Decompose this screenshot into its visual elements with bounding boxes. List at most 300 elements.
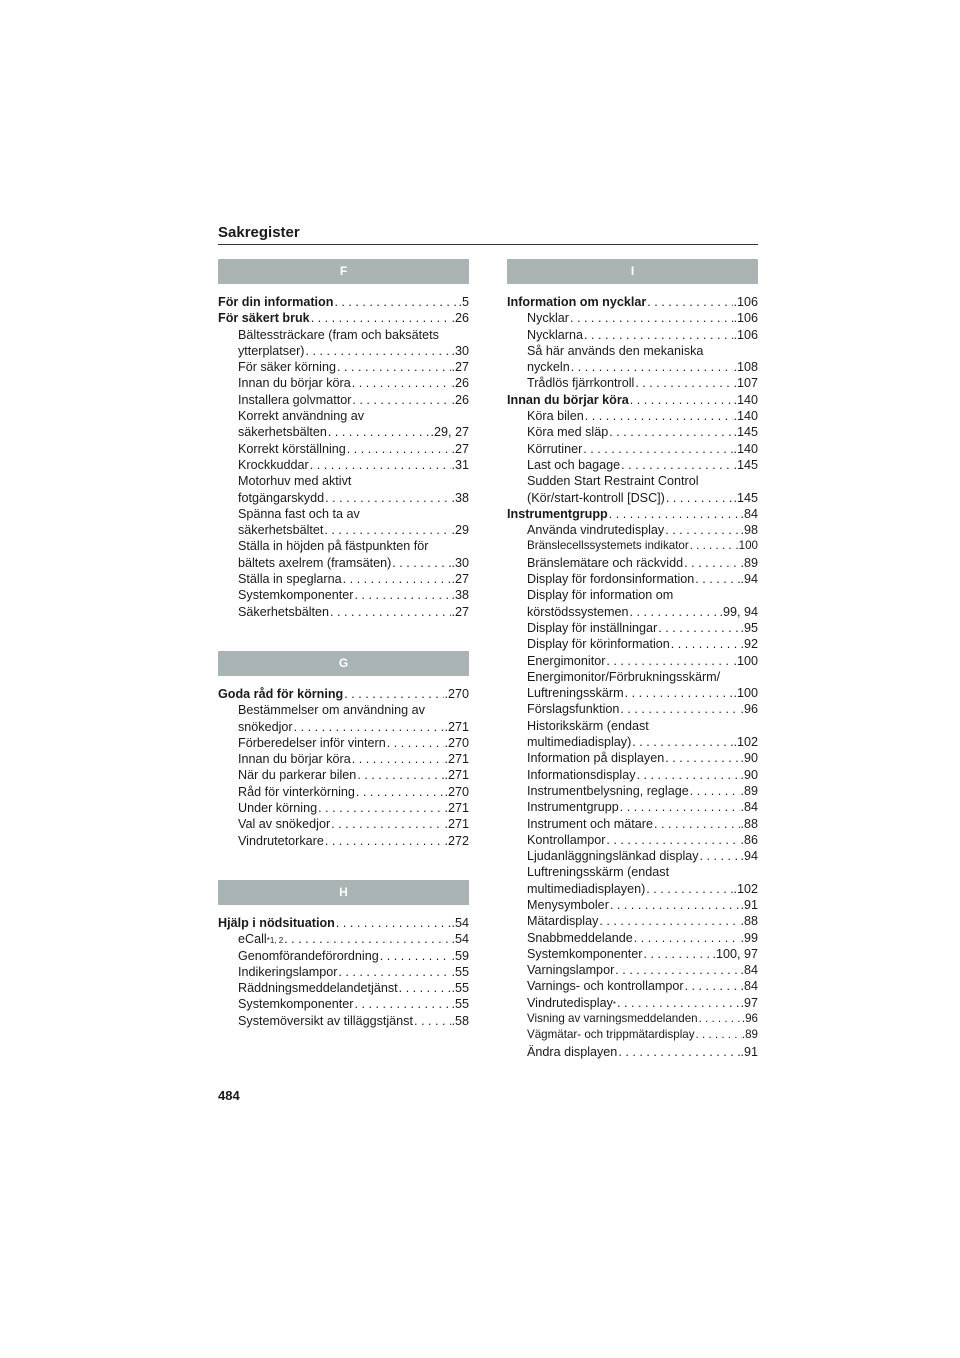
dot-leader: [608, 506, 741, 522]
page-reference: .107: [733, 376, 758, 391]
page-reference: .96: [741, 1012, 758, 1026]
index-subentry[interactable]: [507, 750, 758, 766]
index-topic[interactable]: [218, 686, 469, 702]
index-subentry[interactable]: [507, 978, 758, 994]
entry-label: Ställa in speglarna: [238, 572, 342, 587]
index-subentry[interactable]: [507, 962, 758, 978]
title-divider: [218, 244, 758, 245]
entry-label: Bränslemätare och räckvidd: [527, 555, 684, 570]
page-title: Sakregister: [218, 224, 300, 241]
page-reference: .26: [451, 392, 469, 407]
entry-label: Innan du börjar köra: [507, 392, 629, 407]
dot-leader: [413, 1013, 452, 1029]
page-reference: .94: [740, 849, 758, 864]
page-reference: .97: [740, 995, 758, 1010]
dot-leader: [351, 392, 451, 408]
entry-label: Val av snökedjor: [238, 817, 331, 832]
entry-label: Last och bagage: [527, 457, 621, 472]
entry-label: Råd för vinterkörning: [238, 784, 355, 799]
dot-leader: [689, 783, 741, 799]
index-subentry[interactable]: [218, 964, 469, 980]
entry-label: ytterplatser): [238, 343, 305, 358]
index-subentry[interactable]: [507, 848, 758, 864]
page-reference: .89: [740, 555, 758, 570]
page-reference: .54: [451, 915, 469, 930]
dot-leader: [619, 799, 741, 815]
page-reference: .145: [733, 425, 758, 440]
index-column-left: [218, 259, 469, 1029]
index-subentry[interactable]: [218, 719, 469, 735]
page-reference: .140: [733, 409, 758, 424]
page-reference: .98: [740, 523, 758, 538]
dot-leader: [351, 375, 452, 391]
dot-leader: [346, 441, 452, 457]
dot-leader: [317, 800, 444, 816]
page-reference: .5: [458, 295, 469, 309]
page-reference: .59: [451, 948, 469, 963]
index-topic[interactable]: [507, 294, 758, 310]
entry-label: Ändra displayen: [527, 1044, 618, 1059]
entry-label: Luftreningsskärm: [527, 686, 624, 701]
entry-label: Kontrollampor: [527, 832, 606, 847]
entry-label: Köra bilen: [527, 409, 584, 424]
dot-leader: [684, 978, 741, 994]
index-topic[interactable]: [507, 392, 758, 408]
page-reference: .84: [740, 979, 758, 994]
dot-leader: [620, 457, 733, 473]
page-reference: .271: [444, 801, 469, 816]
entry-label: Hjälp i nödsituation: [218, 915, 335, 930]
page-reference: .140: [733, 441, 758, 456]
index-entry-continuation: Korrekt användning av: [238, 409, 365, 424]
dot-leader: [398, 980, 452, 996]
index-subentry[interactable]: [507, 327, 758, 343]
page-reference: .270: [444, 686, 469, 701]
dot-leader: [386, 735, 445, 751]
index-subentry[interactable]: [218, 457, 469, 473]
page-reference: .270: [444, 784, 469, 799]
index-subentry[interactable]: [507, 881, 758, 897]
index-subentry[interactable]: [218, 424, 469, 440]
dot-leader: [333, 294, 458, 310]
page-reference: .27: [451, 572, 469, 587]
index-topic[interactable]: [218, 310, 469, 326]
dot-leader: [283, 931, 451, 947]
dot-leader: [619, 701, 740, 717]
dot-leader: [354, 996, 452, 1012]
page-reference: .89: [740, 783, 758, 798]
dot-leader: [343, 686, 444, 702]
entry-label: Information på displayen: [527, 751, 665, 766]
page-reference: .106: [733, 327, 758, 342]
entry-label: bältets axelrem (framsäten): [238, 555, 392, 570]
dot-leader: [617, 1044, 740, 1060]
entry-label: Display för inställningar: [527, 620, 658, 635]
index-subentry[interactable]: [507, 946, 758, 962]
index-entry-continuation: Bestämmelser om användning av: [238, 703, 425, 718]
dot-leader: [391, 555, 451, 571]
index-subentry[interactable]: [507, 930, 758, 946]
page-reference: .89: [741, 1028, 758, 1042]
dot-leader: [624, 685, 734, 701]
page-reference: .55: [451, 964, 469, 979]
page-reference: .100: [733, 686, 758, 701]
index-topic[interactable]: [218, 915, 469, 931]
index-subentry[interactable]: [507, 816, 758, 832]
entry-label: Förslagsfunktion: [527, 702, 620, 717]
entry-label: snökedjor: [238, 719, 293, 734]
entry-label: Trådlös fjärrkontroll: [527, 376, 635, 391]
index-entry-continuation: Ställa in höjden på fästpunkten för: [238, 539, 429, 554]
index-subentry[interactable]: [218, 587, 469, 603]
entry-label: Systemkomponenter: [238, 588, 354, 603]
index-subentry[interactable]: [507, 734, 758, 750]
index-subentry[interactable]: [507, 359, 758, 375]
page-reference: .55: [451, 997, 469, 1012]
page-reference: .99, 94: [719, 604, 758, 619]
index-entry-continuation: Motorhuv med aktivt: [238, 474, 352, 489]
entry-label: För säker körning: [238, 360, 336, 375]
page-reference: .29: [451, 523, 469, 538]
page-reference: .145: [733, 490, 758, 505]
dot-leader: [323, 522, 451, 538]
page-reference: .30: [451, 343, 469, 358]
dot-leader: [582, 441, 733, 457]
entry-label: Genomförandeförordning: [238, 948, 379, 963]
index-subentry[interactable]: [218, 441, 469, 457]
index-subentry[interactable]: [507, 408, 758, 424]
dot-leader: [293, 719, 445, 735]
page-reference: .88: [740, 816, 758, 831]
dot-leader: [355, 784, 445, 800]
index-topic[interactable]: [218, 294, 469, 310]
entry-label: Systemkomponenter: [527, 946, 643, 961]
entry-label: Instrumentgrupp: [507, 506, 608, 521]
dot-leader: [583, 327, 733, 343]
entry-label: Vägmätar- och trippmätardisplay: [527, 1028, 695, 1042]
section-header-f: F: [218, 259, 469, 284]
page-reference: .27: [451, 604, 469, 619]
page-reference: .26: [451, 311, 469, 326]
index-entry-continuation: Luftreningsskärm (endast: [527, 865, 670, 880]
page-reference: .106: [733, 311, 758, 326]
page-reference: .27: [451, 360, 469, 375]
dot-leader: [657, 620, 740, 636]
dot-leader: [670, 636, 741, 652]
entry-label: Nycklar: [527, 311, 569, 326]
entry-label: nyckeln: [527, 360, 570, 375]
page-reference: .270: [444, 735, 469, 750]
index-subentry[interactable]: [218, 490, 469, 506]
index-subentry[interactable]: [218, 392, 469, 408]
index-subentry[interactable]: [507, 571, 758, 587]
dot-leader: [605, 832, 740, 848]
entry-label: Menysymboler: [527, 897, 609, 912]
entry-label: eCall: [238, 932, 267, 947]
dot-leader: [342, 571, 452, 587]
page-reference: .55: [451, 981, 469, 996]
dot-leader: [309, 457, 452, 473]
index-subentry[interactable]: [507, 685, 758, 701]
entry-label: Nycklarna: [527, 327, 583, 342]
page-reference: .91: [740, 897, 758, 912]
index-subentry[interactable]: [507, 538, 758, 554]
page-reference: .90: [740, 751, 758, 766]
entry-label: När du parkerar bilen: [238, 768, 357, 783]
entry-label: Energimonitor: [527, 653, 606, 668]
page-reference: .54: [451, 932, 469, 947]
dot-leader: [665, 490, 734, 506]
index-subentry[interactable]: [218, 816, 469, 832]
index-subentry[interactable]: [218, 375, 469, 391]
entry-label: Systemkomponenter: [238, 997, 354, 1012]
index-subentry[interactable]: [218, 555, 469, 571]
dot-leader: [614, 962, 740, 978]
index-subentry[interactable]: [507, 457, 758, 473]
page-reference: .271: [444, 817, 469, 832]
page-reference: .86: [740, 832, 758, 847]
index-subentry[interactable]: [507, 620, 758, 636]
index-subentry[interactable]: [507, 490, 758, 506]
page-reference: .95: [740, 620, 758, 635]
entry-label: Bränslecellssystemets indikator: [527, 539, 689, 553]
page-reference: .271: [444, 752, 469, 767]
entry-label: Ljudanläggningslänkad display: [527, 849, 699, 864]
dot-leader: [629, 604, 720, 620]
entry-label: Instrumentbelysning, reglage: [527, 783, 689, 798]
index-subentry[interactable]: [507, 310, 758, 326]
dot-leader: [330, 816, 444, 832]
dot-leader: [636, 767, 741, 783]
index-entry-continuation: Bältessträckare (fram och baksätets: [238, 327, 439, 342]
dot-leader: [695, 1027, 742, 1043]
entry-label: Instrument och mätare: [527, 816, 653, 831]
section-header-i: I: [507, 259, 758, 284]
index-subentry[interactable]: [507, 701, 758, 717]
entry-label: Visning av varningsmeddelanden: [527, 1012, 698, 1026]
page-reference: .145: [733, 457, 758, 472]
index-entry-continuation: Sudden Start Restraint Control: [527, 474, 699, 489]
dot-leader: [653, 816, 740, 832]
section-header-h: H: [218, 880, 469, 905]
dot-leader: [629, 392, 734, 408]
entry-label: Information om nycklar: [507, 295, 647, 309]
dot-leader: [646, 294, 733, 310]
index-subentry[interactable]: [218, 784, 469, 800]
index-subentry[interactable]: [507, 832, 758, 848]
page-reference: .31: [451, 457, 469, 472]
page-number: 484: [218, 1088, 240, 1103]
index-subentry[interactable]: [507, 799, 758, 815]
dot-leader: [699, 848, 741, 864]
page-reference: .29, 27: [430, 425, 469, 440]
dot-leader: [584, 408, 734, 424]
index-subentry[interactable]: [218, 833, 469, 849]
index-subentry[interactable]: [507, 604, 758, 620]
index-subentry[interactable]: [507, 897, 758, 913]
index-subentry[interactable]: [507, 522, 758, 538]
dot-leader: [354, 587, 452, 603]
index-subentry[interactable]: [507, 767, 758, 783]
entry-label: Korrekt körställning: [238, 441, 346, 456]
index-entry-continuation: Display för information om: [527, 588, 674, 603]
page-reference: .92: [740, 637, 758, 652]
page-reference: .26: [451, 376, 469, 391]
entry-label: Använda vindrutedisplay: [527, 523, 665, 538]
dot-leader: [664, 522, 740, 538]
index-subentry[interactable]: [218, 800, 469, 816]
dot-leader: [598, 913, 740, 929]
index-subentry[interactable]: [507, 783, 758, 799]
index-subentry[interactable]: eCall *1, 2 . . . .54: [218, 931, 469, 947]
page-reference: .99: [740, 930, 758, 945]
page-reference: .88: [740, 914, 758, 929]
dot-leader: [643, 946, 713, 962]
entry-label: Varningslampor: [527, 963, 615, 978]
entry-label: Varnings- och kontrollampor: [527, 979, 684, 994]
entry-label: Vindrutetorkare: [238, 833, 324, 848]
index-subentry[interactable]: [507, 913, 758, 929]
entry-label: multimediadisplayen): [527, 881, 646, 896]
dot-leader: [608, 424, 733, 440]
index-subentry[interactable]: [507, 375, 758, 391]
entry-label: Under körning: [238, 801, 318, 816]
entry-label: (Kör/start-kontroll [DSC]): [527, 490, 665, 505]
index-subentry[interactable]: [507, 1044, 758, 1060]
dot-leader: [689, 538, 736, 554]
index-subentry[interactable]: [218, 980, 469, 996]
index-subentry[interactable]: [218, 1013, 469, 1029]
dot-leader: [324, 833, 445, 849]
entry-label: Mätardisplay: [527, 914, 599, 929]
index-subentry[interactable]: [218, 522, 469, 538]
entry-label: För din information: [218, 295, 334, 309]
dot-leader: [336, 359, 451, 375]
dot-leader: [569, 310, 734, 326]
dot-leader: [570, 359, 734, 375]
page-reference: .108: [733, 360, 758, 375]
index-subentry[interactable]: [218, 735, 469, 751]
section-header-g: G: [218, 651, 469, 676]
index-subentry[interactable]: [507, 441, 758, 457]
page-reference: .84: [740, 506, 758, 521]
entry-label: Köra med släp: [527, 425, 609, 440]
page-reference: .90: [740, 767, 758, 782]
index-subentry[interactable]: [507, 424, 758, 440]
entry-label: Körrutiner: [527, 441, 583, 456]
dot-leader: [616, 995, 740, 1011]
entry-label: säkerhetsbälten: [238, 425, 327, 440]
dot-leader: [335, 915, 452, 931]
dot-leader: [327, 424, 431, 440]
index-column-right: [507, 259, 758, 1060]
dot-leader: [305, 343, 452, 359]
index-subentry[interactable]: [218, 571, 469, 587]
entry-label: Innan du börjar köra: [238, 376, 351, 391]
page-reference: .94: [740, 572, 758, 587]
page-reference: .271: [444, 719, 469, 734]
entry-label: Vindrutedisplay: [527, 995, 613, 1010]
entry-label: säkerhetsbältet: [238, 523, 324, 538]
index-subentry[interactable]: [218, 751, 469, 767]
page-reference: .272: [444, 833, 469, 848]
entry-label: Goda råd för körning: [218, 686, 344, 701]
dot-leader: [631, 734, 733, 750]
index-subentry[interactable]: [218, 996, 469, 1012]
entry-label: Display för fordonsinformation: [527, 572, 695, 587]
page-reference: .58: [451, 1013, 469, 1028]
entry-label: Informationsdisplay: [527, 767, 636, 782]
entry-label: Systemöversikt av tilläggstjänst: [238, 1013, 413, 1028]
dot-leader: [609, 897, 741, 913]
index-entry-continuation: Spänna fast och ta av: [238, 506, 360, 521]
index-subentry[interactable]: [218, 948, 469, 964]
index-subentry[interactable]: [507, 1011, 758, 1027]
entry-label: Snabbmeddelande: [527, 930, 633, 945]
index-subentry[interactable]: [507, 1027, 758, 1043]
page-reference: .100: [733, 653, 758, 668]
entry-label: Förberedelser inför vintern: [238, 735, 386, 750]
entry-label: Säkerhetsbälten: [238, 604, 330, 619]
page-reference: .27: [451, 441, 469, 456]
page-reference: .100: [735, 539, 758, 553]
page-reference: .106: [733, 295, 758, 309]
index-subentry[interactable]: [218, 604, 469, 620]
dot-leader: [329, 604, 451, 620]
entry-label: Räddningsmeddelandetjänst: [238, 981, 398, 996]
page-reference: .96: [740, 702, 758, 717]
index-subentry[interactable]: [507, 636, 758, 652]
index-subentry[interactable]: [218, 343, 469, 359]
dot-leader: [633, 930, 741, 946]
index-subentry[interactable]: [218, 767, 469, 783]
entry-label: Innan du börjar köra: [238, 752, 351, 767]
entry-label: multimediadisplay): [527, 735, 632, 750]
page-reference: .102: [733, 881, 758, 896]
index-subentry[interactable]: [507, 653, 758, 669]
dot-leader: [356, 767, 444, 783]
dot-leader: [310, 310, 452, 326]
page-reference: .271: [444, 768, 469, 783]
entry-label: fotgängarskydd: [238, 490, 325, 505]
index-entry-continuation: Energimonitor/Förbrukningsskärm/: [527, 669, 721, 684]
entry-label: Installera golvmattor: [238, 392, 352, 407]
page-reference: .38: [451, 490, 469, 505]
page-reference: .91: [740, 1044, 758, 1059]
entry-label: Indikeringslampor: [238, 964, 338, 979]
dot-leader: [634, 375, 733, 391]
index-subentry[interactable]: Vindrutedisplay * . . . .97: [507, 995, 758, 1011]
page-reference: .102: [733, 735, 758, 750]
entry-label: För säkert bruk: [218, 311, 310, 326]
dot-leader: [683, 555, 740, 571]
entry-label: Krockkuddar: [238, 457, 309, 472]
index-subentry[interactable]: [507, 555, 758, 571]
entry-label: Display för körinformation: [527, 637, 670, 652]
page-reference: .38: [451, 588, 469, 603]
index-topic[interactable]: [507, 506, 758, 522]
dot-leader: [337, 964, 451, 980]
entry-label: körstödssystemen: [527, 604, 629, 619]
index-entry-continuation: Historikskärm (endast: [527, 718, 649, 733]
dot-leader: [645, 881, 733, 897]
dot-leader: [379, 948, 452, 964]
entry-label: Instrumentgrupp: [527, 800, 619, 815]
page-reference: .30: [451, 555, 469, 570]
dot-leader: [664, 750, 740, 766]
index-subentry[interactable]: [218, 359, 469, 375]
dot-leader: [694, 571, 740, 587]
